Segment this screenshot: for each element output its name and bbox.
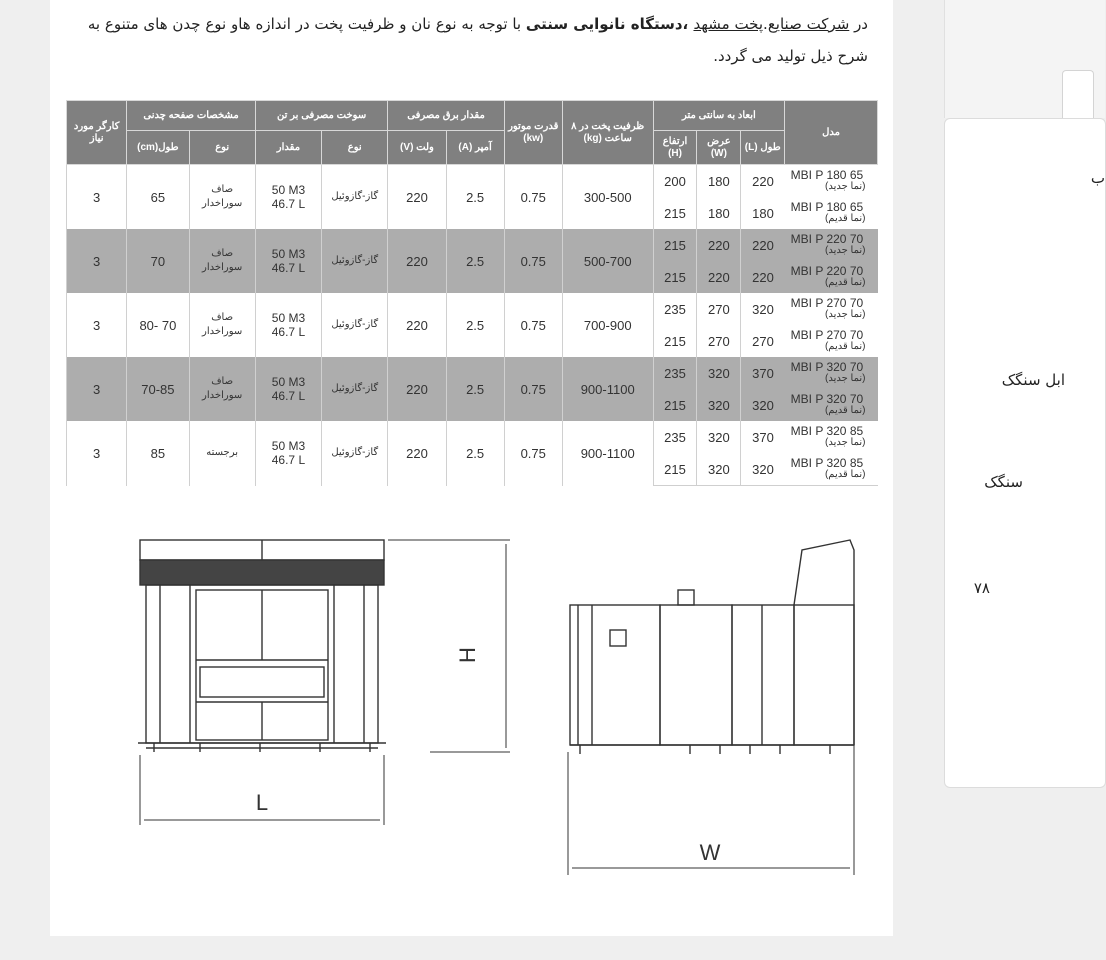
label-h: H — [455, 647, 480, 663]
plate-length-cell: 65 — [127, 165, 189, 230]
motor-cell: 0.75 — [504, 165, 562, 230]
table-group — [67, 165, 878, 230]
sidebar-card — [944, 118, 1106, 788]
length-cell: 370 — [741, 421, 785, 453]
length-cell: 270 — [741, 325, 785, 357]
amp-cell: 2.5 — [446, 229, 504, 293]
width-cell: 220 — [697, 261, 741, 293]
motor-cell: 0.75 — [504, 229, 562, 293]
volt-cell: 220 — [388, 421, 446, 486]
table-row — [67, 229, 878, 261]
table-row — [67, 421, 878, 453]
model-cell: MBI P 320 85 (نما جدید) — [785, 421, 878, 453]
header-height: ارتفاع (H) — [653, 131, 697, 165]
header-plate-length: طول(cm) — [127, 131, 189, 165]
model-cell: MBI P 180 65 (نما قدیم) — [785, 197, 878, 229]
length-cell: 220 — [741, 165, 785, 198]
header-power: مقدار برق مصرفی — [388, 101, 504, 131]
height-cell: 215 — [653, 453, 697, 486]
header-plate: مشخصات صفحه چدنی — [127, 101, 256, 131]
header-plate-type: نوع — [189, 131, 255, 165]
header-model: مدل — [785, 101, 878, 165]
fuel-type-cell: گاز-گازوئیل — [322, 293, 388, 357]
model-cell: MBI P 220 70 (نما جدید) — [785, 229, 878, 261]
plate-length-cell: 70-85 — [127, 357, 189, 421]
front-view — [138, 540, 386, 752]
fuel-type-cell: گاز-گازوئیل — [322, 421, 388, 486]
sidebar-text-3[interactable]: سنگک — [984, 473, 1023, 491]
amp-cell: 2.5 — [446, 165, 504, 230]
plate-type-cell: صاف سوراخدار — [189, 357, 255, 421]
model-cell: MBI P 320 70 (نما جدید) — [785, 357, 878, 389]
sidebar-tab[interactable] — [1062, 70, 1094, 119]
table-group — [67, 357, 878, 421]
width-cell: 320 — [697, 389, 741, 421]
brand-link[interactable]: پخت مشهد — [693, 15, 764, 33]
width-cell: 180 — [697, 197, 741, 229]
fuel-type-cell: گاز-گازوئیل — [322, 165, 388, 230]
length-cell: 370 — [741, 357, 785, 389]
workers-cell: 3 — [67, 293, 127, 357]
height-cell: 235 — [653, 293, 697, 325]
header-capacity: ظرفیت پخت در ۸ ساعت (kg) — [562, 101, 653, 165]
plate-length-cell: 70 — [127, 229, 189, 293]
volt-cell: 220 — [388, 357, 446, 421]
workers-cell: 3 — [67, 229, 127, 293]
width-cell: 320 — [697, 357, 741, 389]
table-group — [67, 421, 878, 486]
width-cell: 180 — [697, 165, 741, 198]
label-l: L — [255, 790, 269, 815]
capacity-cell: 300-500 — [562, 165, 653, 230]
capacity-cell: 700-900 — [562, 293, 653, 357]
capacity-cell: 900-1100 — [562, 357, 653, 421]
plate-length-cell: 70 -80 — [127, 293, 189, 357]
fuel-amount-cell: 50 M3 46.7 L — [255, 357, 321, 421]
height-cell: 215 — [653, 325, 697, 357]
length-cell: 320 — [741, 389, 785, 421]
workers-cell: 3 — [67, 357, 127, 421]
width-cell: 270 — [697, 325, 741, 357]
oven-technical-drawing — [130, 530, 830, 890]
width-cell: 270 — [697, 293, 741, 325]
height-cell: 215 — [653, 197, 697, 229]
plate-type-cell: برجسته — [189, 421, 255, 486]
header-fuel-type: نوع — [322, 131, 388, 165]
height-cell: 235 — [653, 421, 697, 453]
table-group — [67, 229, 878, 293]
plate-type-cell: صاف سوراخدار — [189, 165, 255, 230]
plate-length-cell: 85 — [127, 421, 189, 486]
header-workers: کارگر مورد نیاز — [67, 101, 127, 165]
sidebar-text-4: ۷۸ — [973, 579, 990, 597]
height-cell: 215 — [653, 389, 697, 421]
height-cell: 215 — [653, 261, 697, 293]
capacity-cell: 500-700 — [562, 229, 653, 293]
model-cell: MBI P 320 70 (نما قدیم) — [785, 389, 878, 421]
model-cell: MBI P 180 65 (نما جدید) — [785, 165, 878, 198]
side-view — [570, 540, 854, 754]
capacity-cell: 900-1100 — [562, 421, 653, 486]
workers-cell: 3 — [67, 165, 127, 230]
length-cell: 220 — [741, 261, 785, 293]
fuel-amount-cell: 50 M3 46.7 L — [255, 293, 321, 357]
width-cell: 320 — [697, 453, 741, 486]
fuel-type-cell: گاز-گازوئیل — [322, 229, 388, 293]
plate-type-cell: صاف سوراخدار — [189, 293, 255, 357]
intro-paragraph — [78, 8, 868, 72]
header-fuel: سوخت مصرفی بر تن — [255, 101, 388, 131]
height-cell: 235 — [653, 357, 697, 389]
table-group — [67, 293, 878, 357]
label-w: W — [699, 840, 721, 865]
table-row — [67, 357, 878, 389]
model-cell: MBI P 270 70 (نما جدید) — [785, 293, 878, 325]
sidebar-text-2[interactable]: ابل سنگک — [1001, 371, 1065, 389]
amp-cell: 2.5 — [446, 421, 504, 486]
sidebar-text-1: ب — [1090, 169, 1105, 187]
motor-cell: 0.75 — [504, 421, 562, 486]
width-cell: 220 — [697, 229, 741, 261]
fuel-amount-cell: 50 M3 46.7 L — [255, 229, 321, 293]
motor-cell: 0.75 — [504, 293, 562, 357]
height-cell: 200 — [653, 165, 697, 198]
intro-rest: با توجه به نوع نان و ظرفیت پخت در اندازه هاو نوع چدن های متنوع به شرح ذیل تولید می گردد. — [87, 15, 868, 65]
length-cell: 320 — [741, 293, 785, 325]
width-cell: 320 — [697, 421, 741, 453]
table-row — [67, 293, 878, 325]
plate-type-cell: صاف سوراخدار — [189, 229, 255, 293]
fuel-amount-cell: 50 M3 46.7 L — [255, 421, 321, 486]
motor-cell: 0.75 — [504, 357, 562, 421]
amp-cell: 2.5 — [446, 357, 504, 421]
fuel-amount-cell: 50 M3 46.7 L — [255, 165, 321, 230]
length-cell: 180 — [741, 197, 785, 229]
volt-cell: 220 — [388, 229, 446, 293]
amp-cell: 2.5 — [446, 293, 504, 357]
header-motor: قدرت موتور (kw) — [504, 101, 562, 165]
volt-cell: 220 — [388, 165, 446, 230]
header-amp: آمپر (A) — [446, 131, 504, 165]
spec-table — [66, 100, 878, 486]
model-cell: MBI P 320 85 (نما قدیم) — [785, 453, 878, 486]
model-cell: MBI P 270 70 (نما قدیم) — [785, 325, 878, 357]
intro-dot: . — [763, 15, 768, 33]
header-dims: ابعاد به سانتی متر — [653, 101, 785, 131]
length-cell: 220 — [741, 229, 785, 261]
table-row — [67, 165, 878, 198]
volt-cell: 220 — [388, 293, 446, 357]
workers-cell: 3 — [67, 421, 127, 486]
header-fuel-amount: مقدار — [255, 131, 321, 165]
header-width: عرض (W) — [697, 131, 741, 165]
company-link[interactable]: شرکت صنایع — [767, 15, 850, 33]
article-content — [50, 0, 893, 936]
intro-bold: ،دستگاه نانوایی سنتی — [525, 15, 694, 33]
fuel-type-cell: گاز-گازوئیل — [322, 357, 388, 421]
intro-prefix: در — [849, 15, 868, 33]
header-volt: ولت (V) — [388, 131, 446, 165]
header-length: طول (L) — [741, 131, 785, 165]
height-cell: 215 — [653, 229, 697, 261]
model-cell: MBI P 220 70 (نما قدیم) — [785, 261, 878, 293]
length-cell: 320 — [741, 453, 785, 486]
